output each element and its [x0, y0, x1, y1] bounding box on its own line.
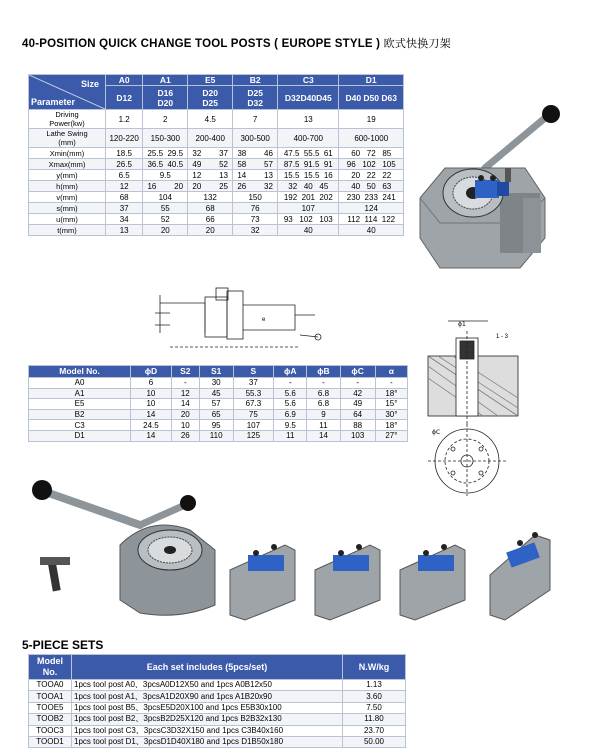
model-cell: 14	[171, 399, 199, 410]
spec-cell: 68	[106, 192, 143, 203]
spec-row-label: Xmin(mm)	[29, 148, 106, 159]
model-cell: 14	[131, 409, 172, 420]
spec-cell: 400-700	[278, 129, 339, 148]
model-cell: 10	[131, 399, 172, 410]
spec-cell: 16 20	[143, 181, 188, 192]
model-cell: 24.5	[131, 420, 172, 431]
spec-cell: 68	[188, 203, 233, 214]
model-header-cell: ϕD	[131, 366, 172, 378]
sets-model-cell: TOOE5	[29, 702, 72, 713]
model-cell: -	[274, 378, 307, 389]
sets-title: 5-PIECE SETS	[22, 638, 104, 652]
model-cell: C3	[29, 420, 131, 431]
model-cell: 30	[199, 378, 233, 389]
model-cell: 95	[199, 420, 233, 431]
spec-cell: 32 37	[188, 148, 233, 159]
sets-model-cell: TOOC3	[29, 725, 72, 736]
spec-cell: 12 13	[188, 170, 233, 181]
model-cell: 88	[340, 420, 375, 431]
spec-size-header: D40 D50 D63	[339, 86, 404, 110]
model-cell: 30°	[375, 409, 407, 420]
spec-cell: 40	[339, 225, 404, 236]
side-view-drawing	[150, 285, 330, 355]
spec-row-label: t(mm)	[29, 225, 106, 236]
sets-row	[29, 691, 406, 702]
label-phic: ϕC	[432, 429, 441, 436]
model-cell: 11	[274, 430, 307, 441]
model-cell: 67.3	[233, 399, 274, 410]
spec-cell: 60 72 85	[339, 148, 404, 159]
model-cell: D1	[29, 430, 131, 441]
parameter-label: Parameter	[31, 97, 76, 107]
model-header-cell: Model No.	[29, 366, 131, 378]
size-label: Size	[80, 79, 99, 89]
spec-row-label: h(mm)	[29, 181, 106, 192]
spec-cell: 58 57	[233, 159, 278, 170]
model-cell: -	[375, 378, 407, 389]
model-table	[28, 365, 408, 442]
spec-cell: 55	[143, 203, 188, 214]
spec-row-label: Xmax(mm)	[29, 159, 106, 170]
spec-model-header: C3	[278, 75, 339, 86]
model-cell: 64	[340, 409, 375, 420]
spec-table-body	[29, 110, 404, 236]
model-cell: 65	[199, 409, 233, 420]
sets-row	[29, 680, 406, 691]
spec-cell: 49 52	[188, 159, 233, 170]
model-cell: 15°	[375, 399, 407, 410]
label-phi1: ϕ1	[458, 321, 466, 328]
spec-cell: 19	[339, 110, 404, 129]
sets-model-cell: TOOD1	[29, 736, 72, 747]
model-cell: 6.8	[307, 388, 340, 399]
model-cell: 12	[171, 388, 199, 399]
spec-cell: 20	[188, 225, 233, 236]
model-cell: 5.6	[274, 388, 307, 399]
spec-row-label: s(mm)	[29, 203, 106, 214]
sets-weight-cell: 1.13	[343, 680, 406, 691]
spec-model-header: D1	[339, 75, 404, 86]
sets-weight-cell: 3.60	[343, 691, 406, 702]
model-cell: 75	[233, 409, 274, 420]
model-row	[29, 399, 408, 410]
spec-cell: 47.5 55.5 61	[278, 148, 339, 159]
model-cell: 10	[131, 388, 172, 399]
model-cell: -	[340, 378, 375, 389]
spec-cell: 6.5	[106, 170, 143, 181]
spec-cell: 14 13	[233, 170, 278, 181]
spec-cell: 192 201 202	[278, 192, 339, 203]
spec-cell: 32 40 45	[278, 181, 339, 192]
model-cell: 6	[131, 378, 172, 389]
model-cell: 107	[233, 420, 274, 431]
spec-cell: 15.5 15.5 16	[278, 170, 339, 181]
model-cell: 26	[171, 430, 199, 441]
spec-cell: 38 46	[233, 148, 278, 159]
model-cell: 14	[307, 430, 340, 441]
spec-row	[29, 192, 404, 203]
spec-cell: 18.5	[106, 148, 143, 159]
spec-cell: 32	[233, 225, 278, 236]
page-title	[22, 35, 451, 51]
spec-cell: 13	[278, 110, 339, 129]
model-header-cell: ϕB	[307, 366, 340, 378]
model-cell: 103	[340, 430, 375, 441]
model-cell: 20	[171, 409, 199, 420]
sets-weight-cell: 7.50	[343, 702, 406, 713]
title-main: 40-POSITION QUICK CHANGE TOOL POSTS ( EUROPE STYLE )	[22, 38, 381, 50]
spec-cell: 230 233 241	[339, 192, 404, 203]
sets-row	[29, 714, 406, 725]
model-row	[29, 420, 408, 431]
spec-size-header: D20 D25	[188, 86, 233, 110]
model-header-cell: ϕC	[340, 366, 375, 378]
spec-row-label: Driving Power(kw)	[29, 110, 106, 129]
spec-cell: 36.5 40.5	[143, 159, 188, 170]
model-cell: 45	[199, 388, 233, 399]
sets-row	[29, 702, 406, 713]
spec-row	[29, 225, 404, 236]
spec-cell: 7	[233, 110, 278, 129]
model-cell: 18°	[375, 388, 407, 399]
spec-cell: 96 102 105	[339, 159, 404, 170]
spec-cell: 120-220	[106, 129, 143, 148]
spec-cell: 12	[106, 181, 143, 192]
label-p: 1 - 3	[496, 334, 509, 340]
title-chinese: 欧式快换刀架	[383, 37, 451, 50]
model-cell: 18°	[375, 420, 407, 431]
model-cell: 42	[340, 388, 375, 399]
spec-row	[29, 110, 404, 129]
sets-table	[28, 654, 406, 748]
model-row	[29, 378, 408, 389]
spec-cell: 25.5 29.5	[143, 148, 188, 159]
spec-cell: 20 25	[188, 181, 233, 192]
spec-row	[29, 214, 404, 225]
spec-cell: 107	[278, 203, 339, 214]
spec-cell: 4.5	[188, 110, 233, 129]
spec-cell: 200-400	[188, 129, 233, 148]
spec-cell: 76	[233, 203, 278, 214]
spec-cell: 40	[278, 225, 339, 236]
model-cell: 37	[233, 378, 274, 389]
spec-table	[28, 74, 404, 236]
spec-cell: 124	[339, 203, 404, 214]
holder-2	[315, 544, 380, 620]
spec-model-header: B2	[233, 75, 278, 86]
section-view-drawing	[418, 316, 540, 496]
spec-cell: 132	[188, 192, 233, 203]
spec-row	[29, 170, 404, 181]
spec-row	[29, 181, 404, 192]
spec-row	[29, 203, 404, 214]
sets-row	[29, 725, 406, 736]
spec-cell: 34	[106, 214, 143, 225]
model-cell: 9.5	[274, 420, 307, 431]
spec-size-header: D25 D32	[233, 86, 278, 110]
spec-size-header: D32D40D45	[278, 86, 339, 110]
spec-cell: 600-1000	[339, 129, 404, 148]
sets-header-weight: N.W/kg	[343, 655, 406, 680]
model-header-cell: ϕA	[274, 366, 307, 378]
model-cell: 14	[131, 430, 172, 441]
model-header-cell: S	[233, 366, 274, 378]
spec-cell: 150-300	[143, 129, 188, 148]
spec-row-label: Lathe Swing (mm)	[29, 129, 106, 148]
model-cell: 49	[340, 399, 375, 410]
spec-cell: 87.5 91.5 91	[278, 159, 339, 170]
sets-header-model: Model No.	[29, 655, 72, 680]
sets-weight-cell: 50.00	[343, 736, 406, 747]
handle-knob-icon	[542, 105, 560, 123]
spec-model-header: E5	[188, 75, 233, 86]
sets-includes-cell: 1pcs tool post B2、3pcsB2D25X120 and 1pcs B2B32x130	[72, 714, 343, 725]
spec-cell: 52	[143, 214, 188, 225]
sets-includes-cell: 1pcs tool post A0、3pcsA0D12X50 and 1pcs A0B12x50	[72, 680, 343, 691]
model-cell: -	[171, 378, 199, 389]
model-cell: 57	[199, 399, 233, 410]
label-e: e	[262, 317, 266, 323]
spec-model-header: A1	[143, 75, 188, 86]
spec-row-label: u(mm)	[29, 214, 106, 225]
spec-cell: 1.2	[106, 110, 143, 129]
spec-cell: 66	[188, 214, 233, 225]
sets-includes-cell: 1pcs tool post D1、3pcsD1D40X180 and 1pcs D1B50x180	[72, 736, 343, 747]
spec-model-header: A0	[106, 75, 143, 86]
spec-corner-cell	[29, 75, 106, 110]
holder-4	[490, 532, 550, 620]
sets-row	[29, 736, 406, 747]
spec-cell: 150	[233, 192, 278, 203]
spec-row	[29, 129, 404, 148]
model-cell: 6.8	[307, 399, 340, 410]
model-cell: B2	[29, 409, 131, 420]
sets-model-cell: TOOA1	[29, 691, 72, 702]
spec-row	[29, 159, 404, 170]
spec-cell: 2	[143, 110, 188, 129]
sets-weight-cell: 23.70	[343, 725, 406, 736]
model-cell: A1	[29, 388, 131, 399]
sets-includes-cell: 1pcs tool post B5、3pcsE5D20X100 and 1pcs E5B30x100	[72, 702, 343, 713]
model-header-cell: S2	[171, 366, 199, 378]
spec-cell: 37	[106, 203, 143, 214]
holder-3	[400, 544, 465, 620]
model-cell: 5.6	[274, 399, 307, 410]
spec-row	[29, 148, 404, 159]
spec-cell: 300-500	[233, 129, 278, 148]
spec-cell: 40 50 63	[339, 181, 404, 192]
product-photos	[30, 475, 590, 625]
model-cell: 11	[307, 420, 340, 431]
spec-cell: 20 22 22	[339, 170, 404, 181]
spec-cell: 13	[106, 225, 143, 236]
sets-model-cell: TOOA0	[29, 680, 72, 691]
model-cell: 10	[171, 420, 199, 431]
tool-post-photo	[405, 98, 575, 278]
spec-row-label: v(mm)	[29, 192, 106, 203]
spec-cell: 112 114 122	[339, 214, 404, 225]
spec-row-label: y(mm)	[29, 170, 106, 181]
model-cell: A0	[29, 378, 131, 389]
model-cell: 6.9	[274, 409, 307, 420]
spec-size-header: D12	[106, 86, 143, 110]
sets-header-includes: Each set includes (5pcs/set)	[72, 655, 343, 680]
sets-includes-cell: 1pcs tool post C3、3pcsC3D32X150 and 1pcs C3B40x160	[72, 725, 343, 736]
sets-weight-cell: 11.80	[343, 714, 406, 725]
model-header-cell: S1	[199, 366, 233, 378]
model-cell: -	[307, 378, 340, 389]
spec-cell: 93 102 103	[278, 214, 339, 225]
model-row	[29, 388, 408, 399]
model-header-cell: α	[375, 366, 407, 378]
model-cell: E5	[29, 399, 131, 410]
sets-includes-cell: 1pcs tool post A1、3pcsA1D20X90 and 1pcs A1B20x90	[72, 691, 343, 702]
wrench-icon	[40, 557, 70, 591]
model-cell: 125	[233, 430, 274, 441]
model-cell: 110	[199, 430, 233, 441]
model-cell: 9	[307, 409, 340, 420]
spec-cell: 73	[233, 214, 278, 225]
model-cell: 27°	[375, 430, 407, 441]
spec-size-header: D16 D20	[143, 86, 188, 110]
holder-1	[230, 544, 295, 620]
spec-cell: 104	[143, 192, 188, 203]
model-row	[29, 409, 408, 420]
model-cell: 55.3	[233, 388, 274, 399]
spec-cell: 9.5	[143, 170, 188, 181]
spec-cell: 26 32	[233, 181, 278, 192]
spec-cell: 26.5	[106, 159, 143, 170]
sets-model-cell: TOOB2	[29, 714, 72, 725]
model-row	[29, 430, 408, 441]
spec-cell: 20	[143, 225, 188, 236]
